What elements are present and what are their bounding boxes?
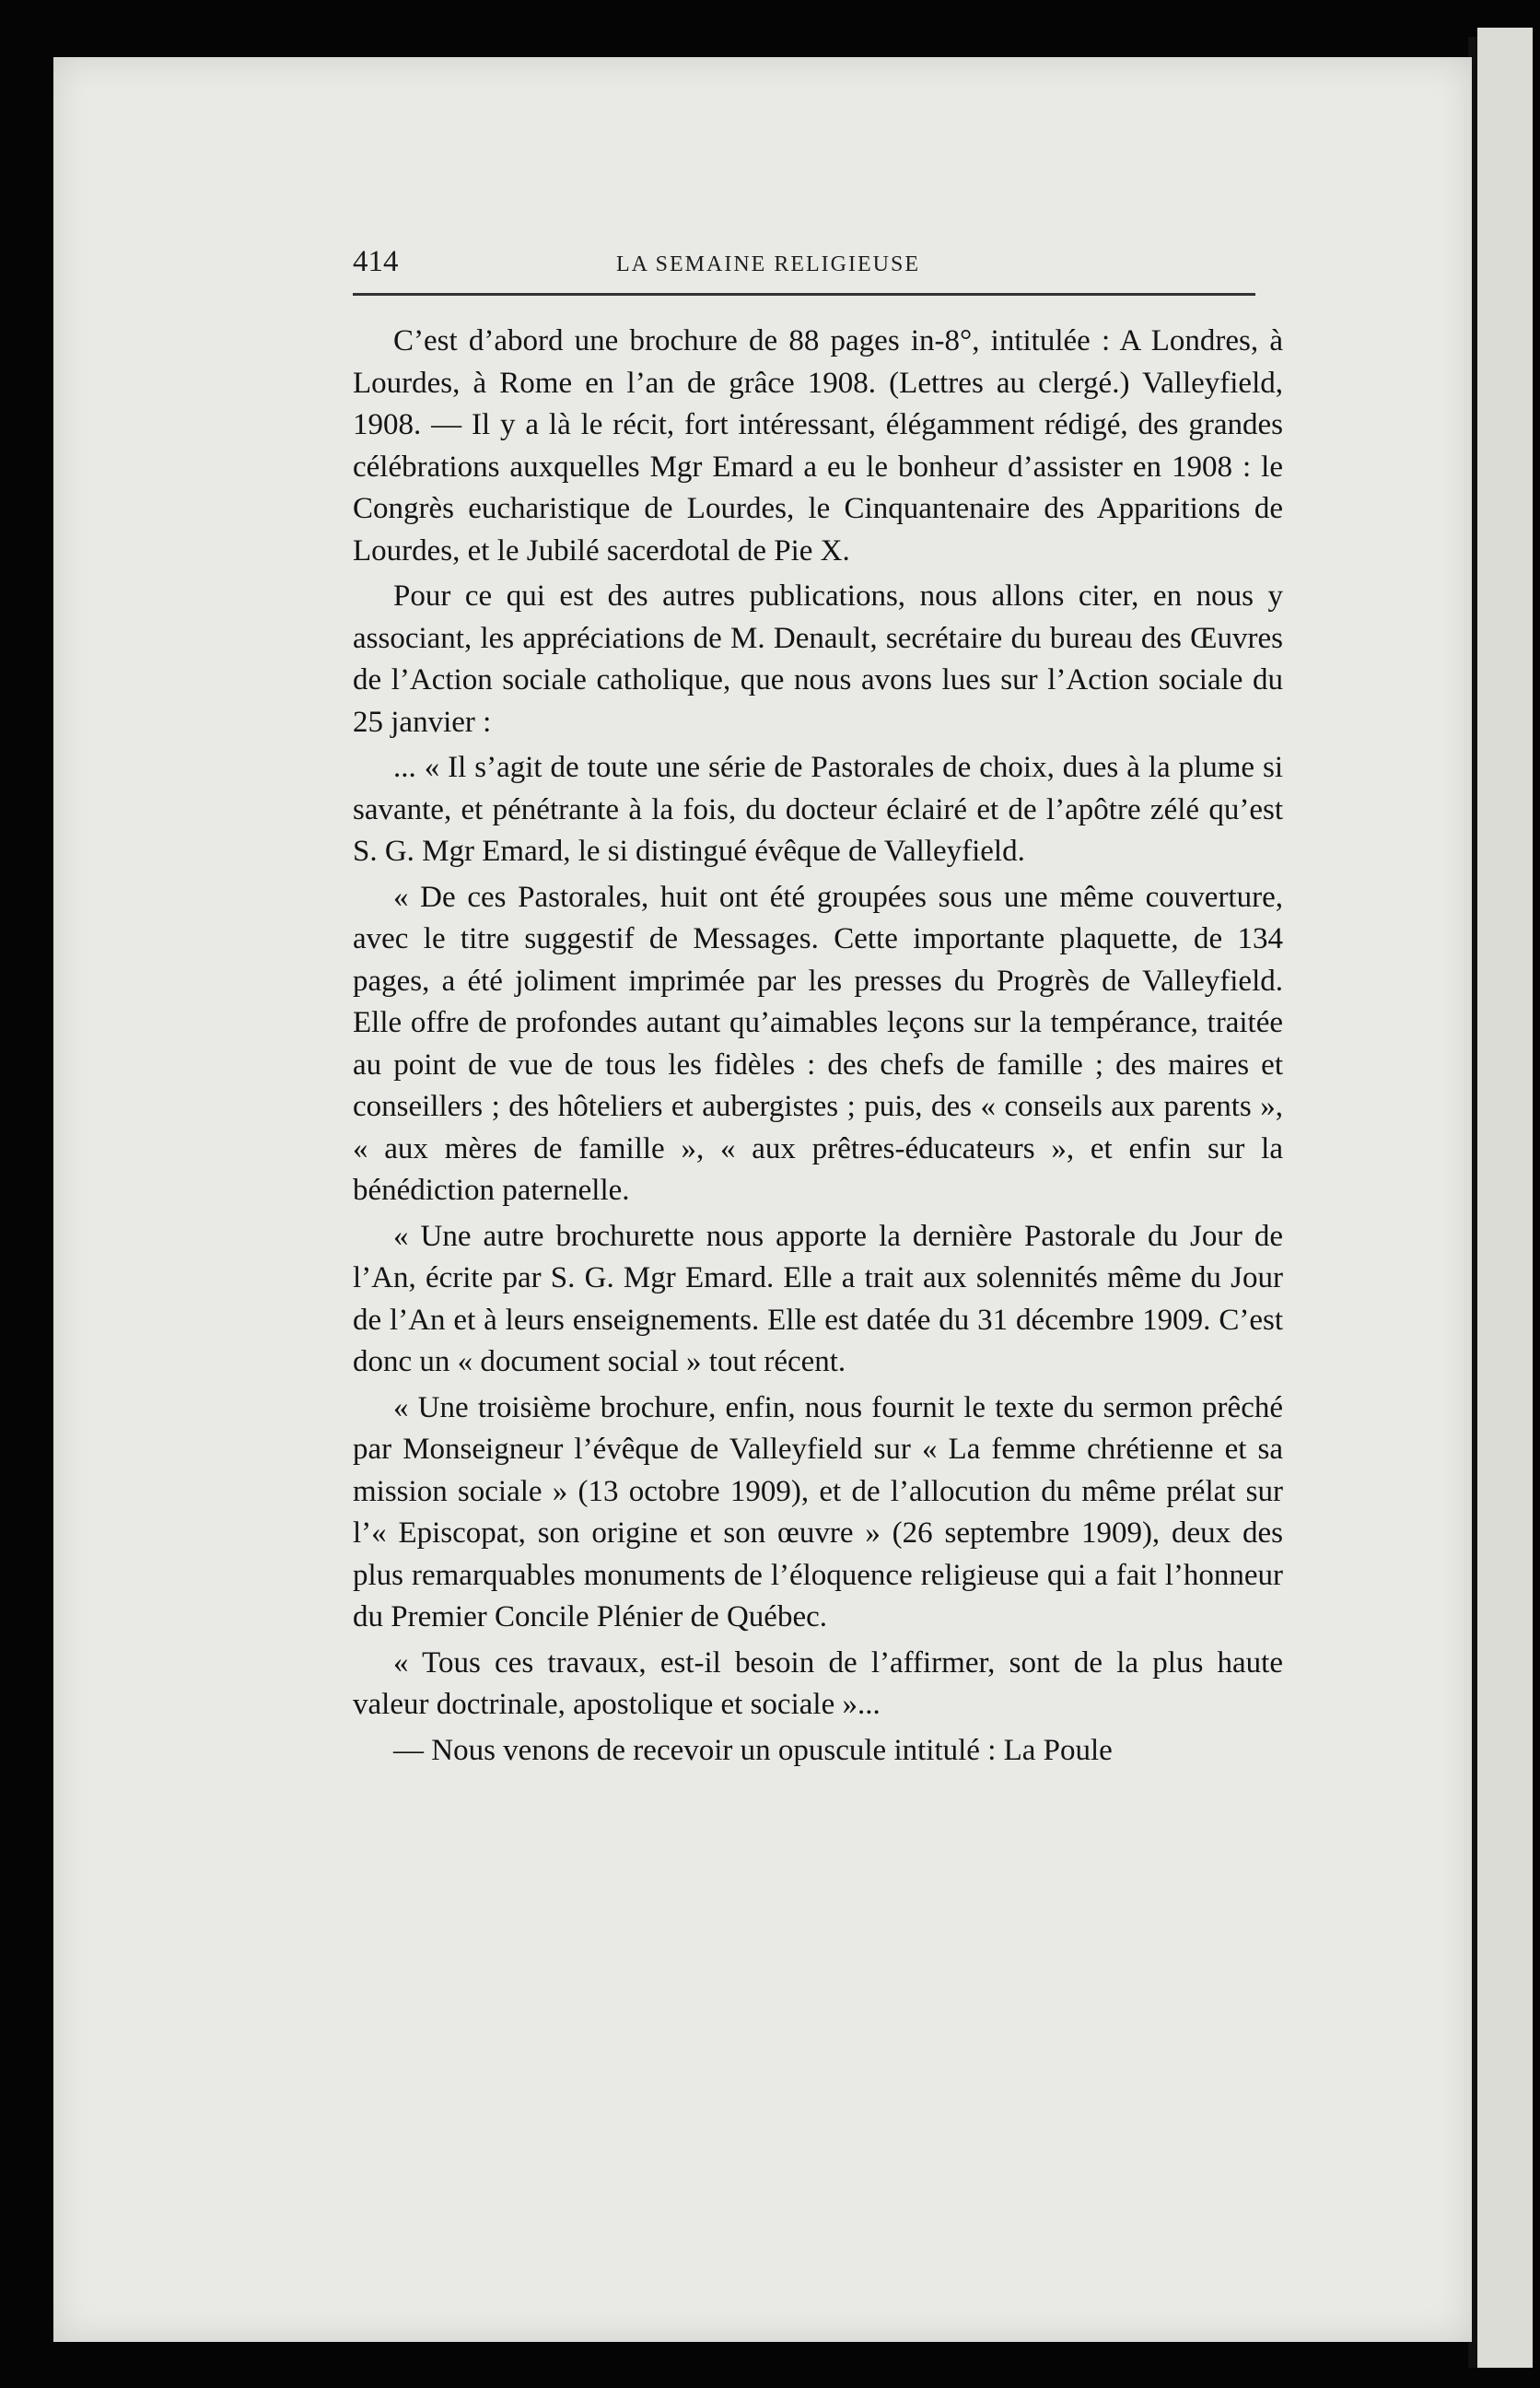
paragraph-6: « Une troisième brochure, enfin, nous fournit le texte du sermon prêché par Monseigneur l’évêque de Valleyfield sur « La femme chrétienne et sa mission sociale » (13 octobre 1909), et de l’allocution du même prélat sur l’« Episcopat, son origine et son œuvre » (26 septembre 1909), deux des plus remarquables monuments de l’éloquence religieuse qui a fait l’honneur du Premier Concile Plénier de Québec. [353, 1390, 1283, 1633]
paragraph-8: — Nous venons de recevoir un opuscule intitulé : La Poule [393, 1733, 1113, 1767]
running-title: LA SEMAINE RELIGIEUSE [616, 252, 920, 276]
paragraph-3: ... « Il s’agit de toute une série de Pastorales de choix, dues à la plume si savante, et pénétrante à la fois, du docteur éclairé et de l’apôtre zélé qu’est S. G. Mgr Emard, le si distingué évêque de Valleyfield. [353, 751, 1283, 868]
body-text [353, 321, 1283, 1775]
paragraph-5: « Une autre brochurette nous apporte la dernière Pastorale du Jour de l’An, écrite par S. G. Mgr Emard. Elle a trait aux solennités même du Jour de l’An et à leurs enseignements. Elle est datée du 31 décembre 1909. C’est donc un « document social » tout récent. [353, 1219, 1283, 1378]
page-header [353, 245, 1255, 291]
paragraph-1: C’est d’abord une brochure de 88 pages in-8°, intitulée : A Londres, à Lourdes, à Rome en l’an de grâce 1908. (Lettres au clergé.) Valleyfield, 1908. — Il y a là le récit, fort intéressant, élégamment rédigé, des grandes célébrations auxquelles Mgr Emard a eu le bonheur d’assister en 1908 : le Congrès eucharistique de Lourdes, le Cinquantenaire des Apparitions de Lourdes, et le Jubilé sacerdotal de Pie X. [353, 324, 1283, 568]
paragraph-4: « De ces Pastorales, huit ont été groupées sous une même couverture, avec le titre suggestif de Messages. Cette importante plaquette, de 134 pages, a été joliment imprimée par les presses du Progrès de Valleyfield. Elle offre de profondes autant qu’aimables leçons sur la tempérance, traitée au point de vue de tous les fidèles : des chefs de famille ; des maires et conseillers ; des hôteliers et aubergistes ; puis, des « conseils aux parents », « aux mères de famille », « aux prêtres-éducateurs », et enfin sur la bénédiction paternelle. [353, 880, 1283, 1207]
adjacent-page [1477, 28, 1533, 2368]
header-rule [353, 293, 1255, 296]
paragraph-7: « Tous ces travaux, est-il besoin de l’affirmer, sont de la plus haute valeur doctrinale, apostolique et sociale »... [353, 1645, 1283, 1721]
paragraph-2: Pour ce qui est des autres publications, nous allons citer, en nous y associant, les appréciations de M. Denault, secrétaire du bureau des Œuvres de l’Action sociale catholique, que nous avons lues sur l’Action sociale du 25 janvier : [353, 579, 1283, 739]
page-number: 414 [353, 245, 399, 278]
